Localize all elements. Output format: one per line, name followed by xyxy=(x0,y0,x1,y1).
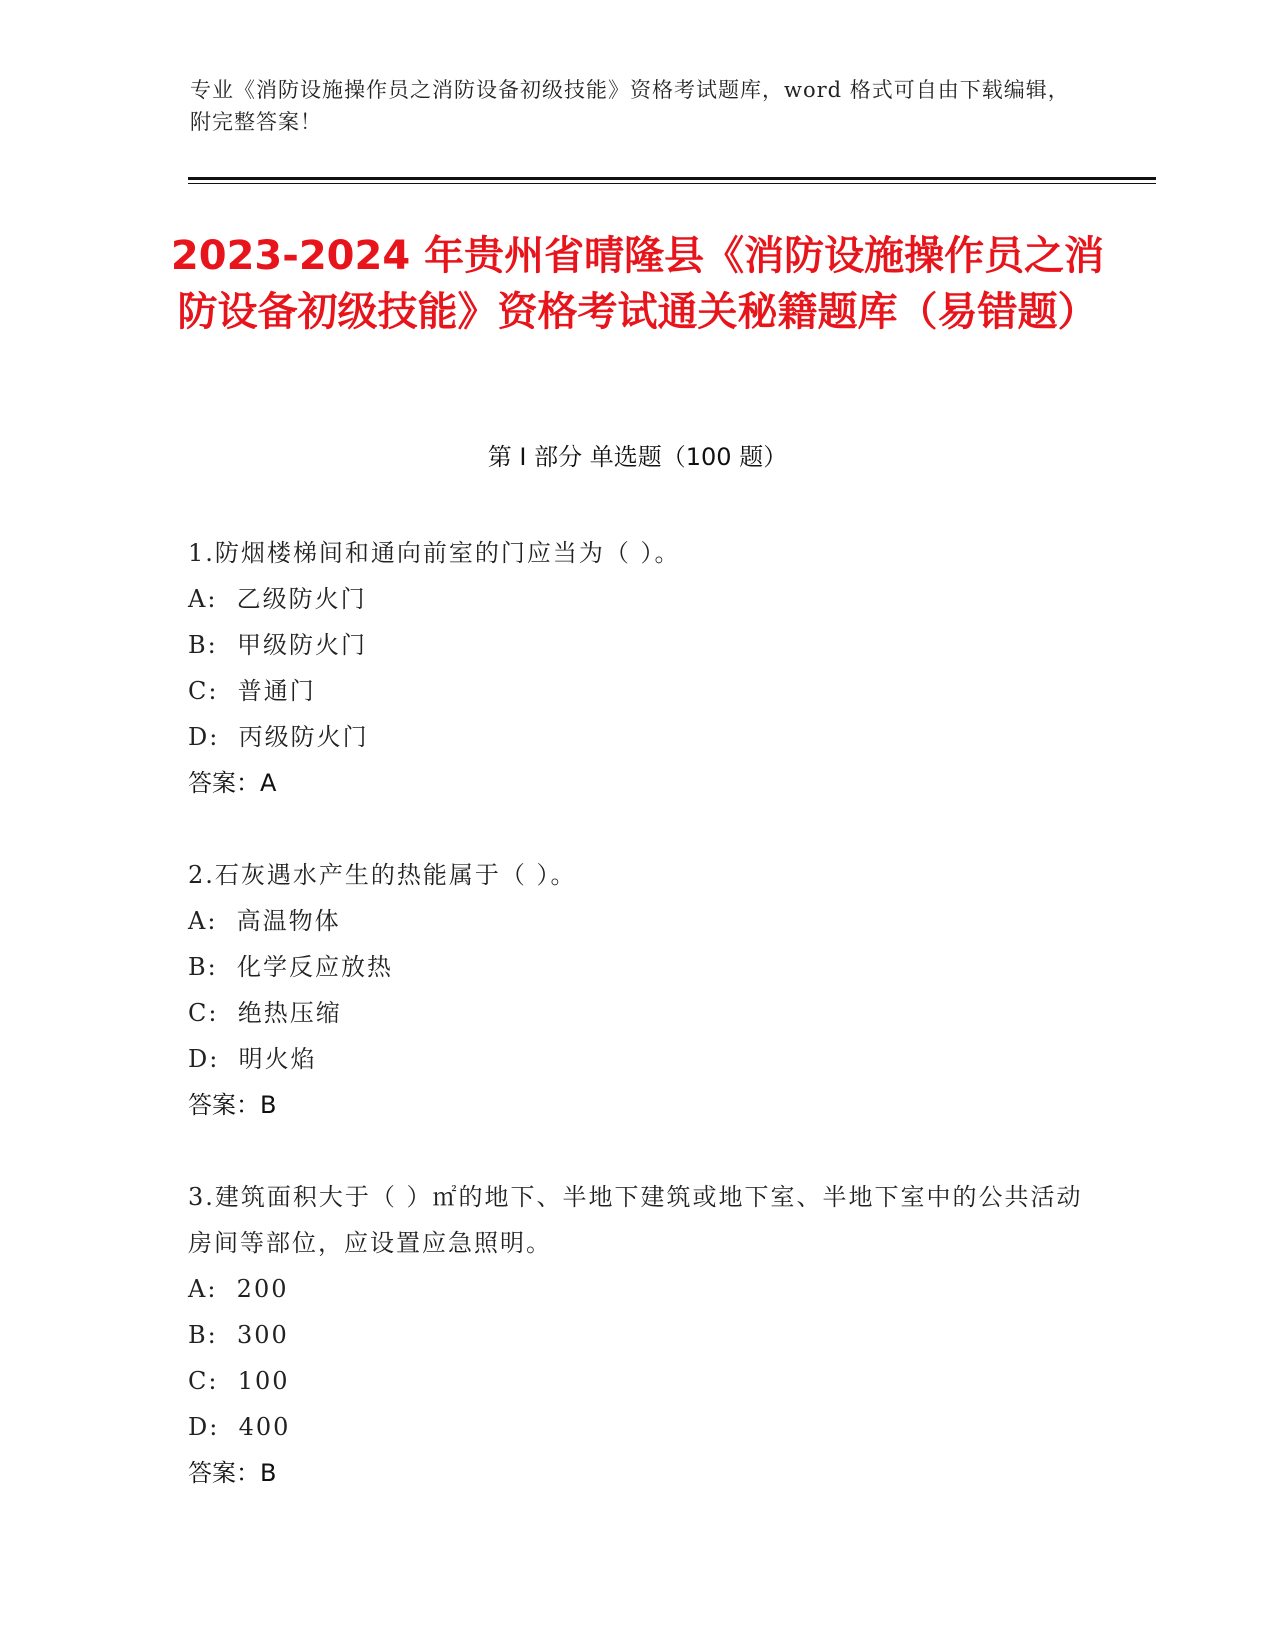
option-d: D: 明火焰 xyxy=(188,1045,317,1073)
option-d: D: 丙级防火门 xyxy=(188,723,369,751)
option-c: C: 100 xyxy=(188,1367,290,1395)
option-a: A: 高温物体 xyxy=(188,907,341,935)
option-b: B: 化学反应放热 xyxy=(188,953,393,981)
document-title: 2023-2024 年贵州省晴隆县《消防设施操作员之消防设备初级技能》资格考试通关秘籍题库（易错题） xyxy=(170,233,1105,335)
question-1 xyxy=(188,530,1088,806)
question-stem: 2.石灰遇水产生的热能属于（ ）。 xyxy=(188,861,577,889)
header-note: 专业《消防设施操作员之消防设备初级技能》资格考试题库，word 格式可自由下载编辑，附完整答案！ xyxy=(190,78,1070,134)
header-divider-thick xyxy=(188,177,1156,180)
option-c: C: 绝热压缩 xyxy=(188,999,342,1027)
option-a: A: 乙级防火门 xyxy=(188,585,367,613)
answer: 答案：A xyxy=(188,769,277,797)
option-a: A: 200 xyxy=(188,1275,289,1303)
answer: 答案：B xyxy=(188,1091,277,1119)
section-title: 第 I 部分 单选题（100 题） xyxy=(487,443,788,471)
question-3 xyxy=(188,1174,1088,1496)
option-b: B: 甲级防火门 xyxy=(188,631,367,659)
question-stem: 3.建筑面积大于（ ）㎡的地下、半地下建筑或地下室、半地下室中的公共活动房间等部位，应设置应急照明。 xyxy=(188,1183,1083,1257)
option-b: B: 300 xyxy=(188,1321,289,1349)
option-d: D: 400 xyxy=(188,1413,291,1441)
question-list xyxy=(188,530,1088,1542)
question-stem: 1.防烟楼梯间和通向前室的门应当为（ ）。 xyxy=(188,539,681,567)
header-divider-thin xyxy=(188,183,1156,184)
answer: 答案：B xyxy=(188,1459,277,1487)
option-c: C: 普通门 xyxy=(188,677,316,705)
question-2 xyxy=(188,852,1088,1128)
